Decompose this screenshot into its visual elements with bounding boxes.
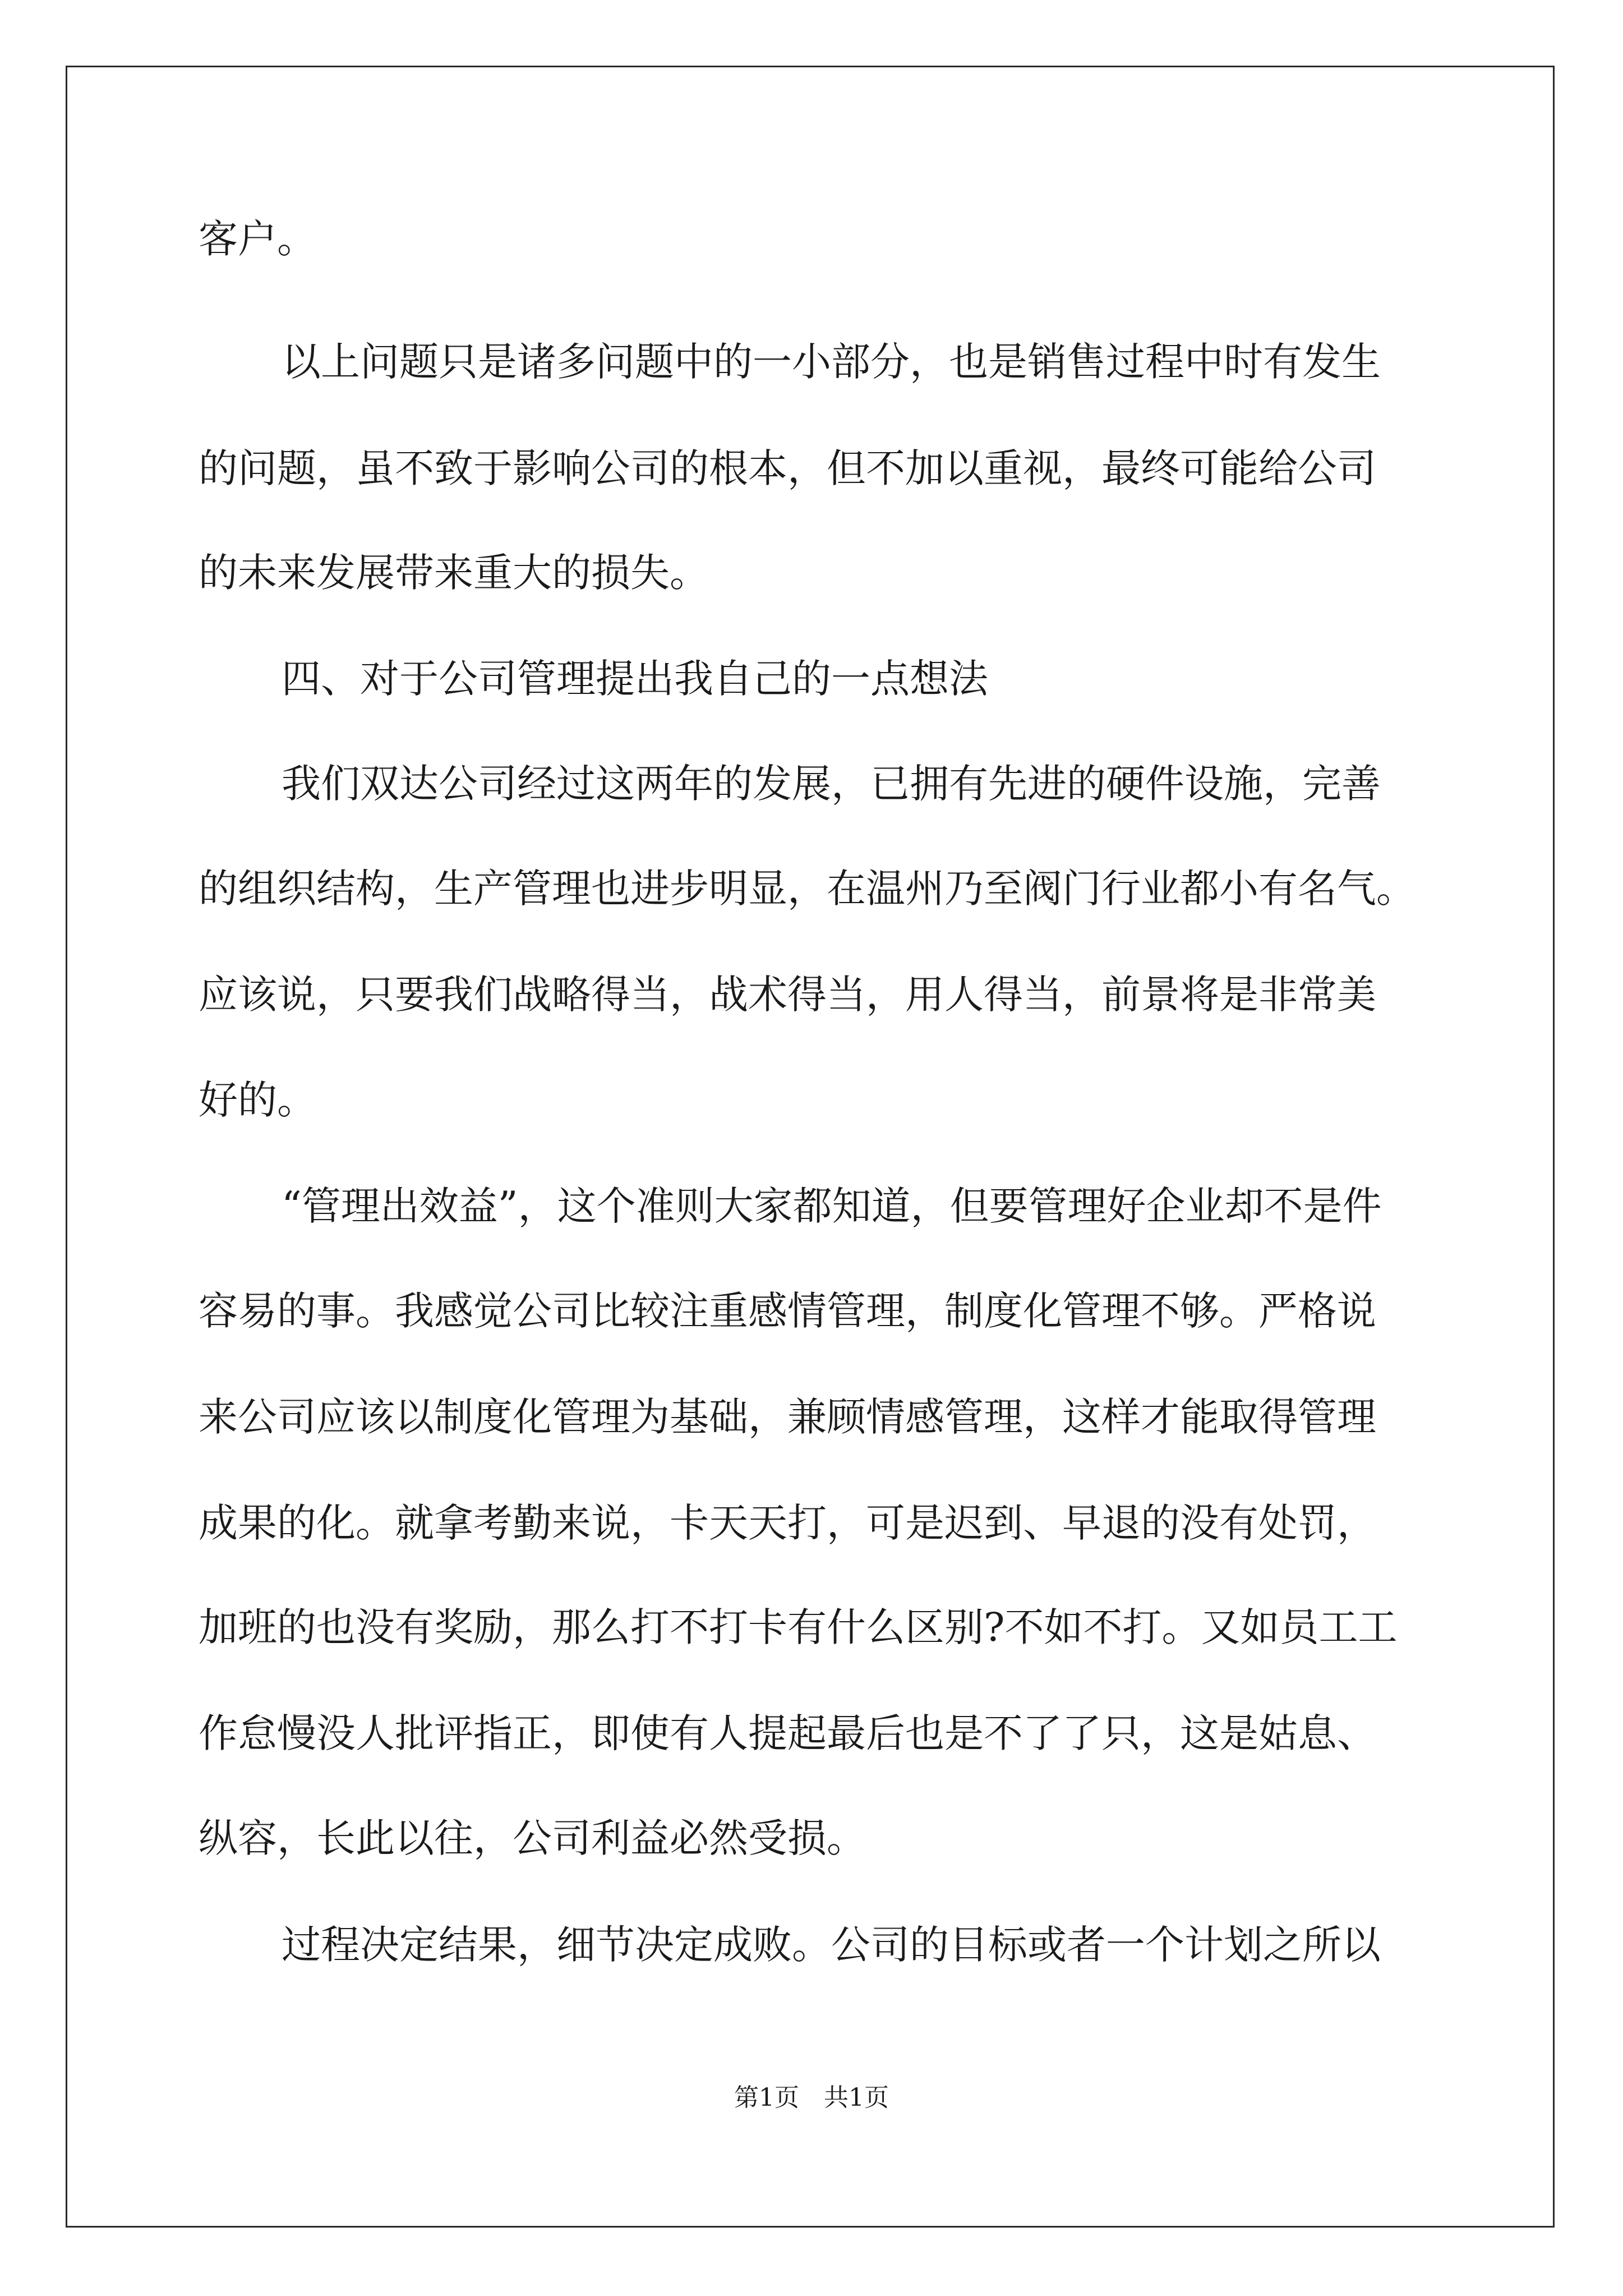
text-line: 客户。	[199, 216, 316, 262]
text-line: 加班的也没有奖励，那么打不打卡有什么区别?不如不打。又如员工工	[199, 1604, 1398, 1650]
text-line: 作怠慢没人批评指正，即使有人提起最后也是不了了只，这是姑息、	[199, 1710, 1376, 1756]
text-line: 容易的事。我感觉公司比较注重感情管理，制度化管理不够。严格说	[199, 1288, 1376, 1334]
text-line: 成果的化。就拿考勤来说，卡天天打，可是迟到、早退的没有处罚，	[199, 1500, 1376, 1546]
page-border	[66, 66, 1555, 2228]
text-line: “管理出效益”，这个准则大家都知道，但要管理好企业却不是件	[282, 1183, 1382, 1229]
text-line: 以上问题只是诸多问题中的一小部分，也是销售过程中时有发生	[282, 339, 1381, 385]
text-line: 应该说，只要我们战略得当，战术得当，用人得当，前景将是非常美	[199, 972, 1376, 1018]
text-line: 的组织结构，生产管理也进步明显，在温州乃至阀门行业都小有名气。	[199, 866, 1415, 912]
section-heading: 四、对于公司管理提出我自己的一点想法	[282, 656, 988, 702]
text-line: 好的。	[199, 1077, 316, 1123]
text-line: 来公司应该以制度化管理为基础，兼顾情感管理，这样才能取得管理	[199, 1394, 1376, 1440]
text-line: 的问题，虽不致于影响公司的根本，但不加以重视，最终可能给公司	[199, 445, 1376, 491]
page-number-footer: 第1页 共1页	[734, 2083, 889, 2112]
text-line: 的未来发展带来重大的损失。	[199, 550, 709, 596]
text-line: 纵容，长此以往，公司利益必然受损。	[199, 1815, 866, 1861]
text-line: 我们双达公司经过这两年的发展，已拥有先进的硬件设施，完善	[282, 761, 1381, 807]
text-line: 过程决定结果，细节决定成败。公司的目标或者一个计划之所以	[282, 1922, 1381, 1968]
